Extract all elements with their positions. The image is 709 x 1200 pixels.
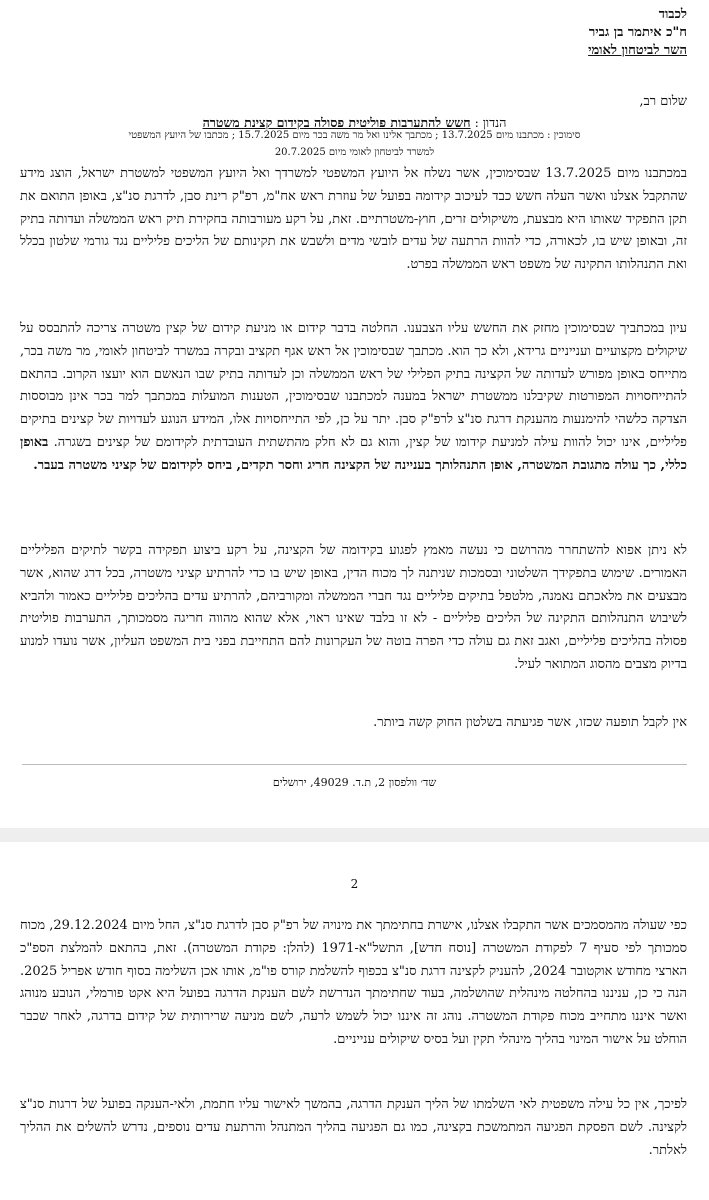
paragraph-2-text: עיון במכתביך שבסימוכין מחזק את החשש עליו הצבענו. החלטה בדבר קידום או מניעת קידום של קצין משטרה צריכה להתבסס על שיקולים מקצועיים וענייניים גרידא, ולא כך הוא. מכתבך שבסימוכין אל ראש אגף תקציב ובקרה במשרד לביטחון לאומי, מר משה בכר, מתייחס באופן מפורש לעדותה של הקצינה בתיק הפלילי של ראש הממשלה וכן לעדותה בתיק שבו הנאשם הוא יועצו הקרוב. בהתאם להתייחסויות המפורטות שקיבלנו ממשטרת ישראל במענה למכתבנו שבסימוכין, הטענות המועלות במכתבך למר בכר אינן מבוססות הצדקה כלשהי להימנעות מהענקת דרגת סנ"צ לרפ"ק סבן. יתר על כן, לפי התייחסויות אלו, המידע הנוגע לעדויות של קצינים בתיקים פליליים, אינו יכול להוות עילה למניעת קידומו של קצין, והוא גם לא חלק מהתשתית העובדתית לקידומם של קצינים בשגרה. bbox=[20, 321, 687, 450]
addressee-title: השר לביטחון לאומי bbox=[588, 43, 687, 58]
paragraph-2-emphasis: באופן כללי, כך עולה מתגובת המשטרה, אופן התנהלותך בעניינה של הקצינה חריג וחסר תקדים, ביחס לקידומם של קציני משטרה בעבר. bbox=[20, 434, 687, 473]
paragraph-3: לא ניתן אפוא להשתחרר מהרושם כי נעשה מאמץ לפגוע בקידומה של הקצינה, על רקע ביצוע תפקידה בקשר לתיקים הפליליים האמורים. שימוש בתפקידך השלטוני ובסמכות שניתנה לך מכוח הדין, באופן שיש בו כדי להרתיע קציני משטרה, בכל דרג שהוא, אשר מבצעים את מלאכתם נאמנה, מלטפל בתיקים פליליים נגד חברי הממשלה ומקורביהם, להרתיע עדים בהליכים פליליים כאמור ולהביא לשיבוש התנהלותם התקינה של הליכים פליליים - לא זו בלבד שאינו ראוי, אלא שהוא מהווה חריגה מסמכותך, התערבות פוליטית פסולה בהליכים פליליים, ואגב זאת גם עולה כדי הפרה בוטה של העקרונות להם התחייבת בפני בית המשפט העליון, אשר נועדו למנוע בדיוק מצבים מהסוג המתואר לעיל. bbox=[20, 543, 687, 672]
paragraph-2 bbox=[20, 318, 687, 478]
paragraph-1: במכתבנו מיום 13.7.2025 שבסימוכין, אשר נשלח אל היועץ המשפטי למשרדך ואל היועץ המשפטי למשטרת ישראל, הוצג מידע שהתקבל אצלנו ואשר העלה חשש כבד לעיכוב קידומה בפועל של עוזרת ראש אח"מ, רפ"ק רינת סבן, לדרגת סנ"צ, באופן התואם את תקן התפקיד שאותו היא מבצעת, משיקולים זרים, חוץ-משטרתיים. זאת, על רקע מעורבותה בחקירת תיק ראש הממשלה ועדותה בתיק זה, ובאופן שיש בו, לכאורה, כדי להוות הרתעה של עדים לובשי מדים ולשבש את תקינותם של הליכים פליליים נגד גורמי שלטון בכלל ואת התנהלותו התקינה של משפט ראש הממשלה בפרט. bbox=[20, 166, 687, 273]
addressee-block bbox=[588, 6, 687, 60]
references-line-2: למשרד לביטחון לאומי מיום 20.7.2025 bbox=[274, 147, 435, 158]
page-number: 2 bbox=[350, 877, 359, 891]
paragraph-4: אין לקבל תופעה שכזו, אשר פגיעתה בשלטון החוק קשה ביותר. bbox=[373, 715, 687, 730]
footer-address: שד׳ וולפסון 2, ת.ד. 49029, ירושלים bbox=[272, 776, 437, 789]
references bbox=[24, 127, 685, 161]
references-line-1: סימוכין : מכתבנו מיום 13.7.2025 ; מכתבך אלינו ואל מר משה בכר מיום 15.7.2025 ; מכתבו של היועץ המשפטי bbox=[128, 130, 581, 141]
addressee-name: ח"כ איתמר בן גביר bbox=[588, 25, 687, 40]
subject-title: חשש להתערבות פוליטית פסולה בקידום קצינת משטרה bbox=[202, 115, 471, 130]
subject-prefix: הנדון : bbox=[474, 115, 507, 130]
letter-page-2 bbox=[0, 842, 709, 1200]
greeting: שלום רב, bbox=[639, 94, 687, 109]
page2-paragraph-1 bbox=[20, 915, 687, 1052]
footer-divider bbox=[22, 764, 687, 765]
page-separator bbox=[0, 828, 709, 842]
page2-paragraph-2: לפיכך, אין כל עילה משפטית לאי השלמתו של הליך הענקת הדרגה, בהמשך לאישור עליו חתמת, ולאי-הענקה בפועל של דרגות סנ"צ לקצינה. לשם הפסקת הפגיעה המתמשכת בקצינה, כמו גם הפגיעה בהליך המתנהל והרתעת עדים נוספים, נדרש להשלים את ההליך לאלתר. bbox=[20, 1097, 687, 1158]
page2-paragraph-1-text: כפי שעולה מהמסמכים אשר התקבלו אצלנו, אישרת בחתימתך את מינויה של רפ"ק סבן לדרגת סנ"צ, החל מיום 29.12.2024, מכוח סמכותך לפי סעיף 7 לפקודת המשטרה [נוסח חדש], התשל"א-1971 (להלן: פקודת המשטרה). זאת, בהתאם להמלצת הספ"כ הארצי מחודש אוקטובר 2024, להעניק לקצינה דרגת סנ"צ בכפוף להשלמת קורס פו"מ, אותו אכן השלימה בסוף חודש אפריל 2025. הנה כי כן, עניננו בהחלטה מינהלית שהושלמה, בעוד שחתימתך הנדרשת לשם הענקת הדרגה בפועל היא אקט פורמלי, הנובע מנוהג ואשר איננו מתחייב מכוח פקודת המשטרה. נוהג זה איננו יכול לשמש לרעה, לשם מניעה שרירותית של קידום בדרגה, לאחר שכבר הוחלט על אישור המינוי בהליך מינהלי תקין ועל בסיס שיקולים ענייניים. bbox=[20, 918, 687, 1047]
addressee-to: לכבוד bbox=[658, 7, 687, 22]
